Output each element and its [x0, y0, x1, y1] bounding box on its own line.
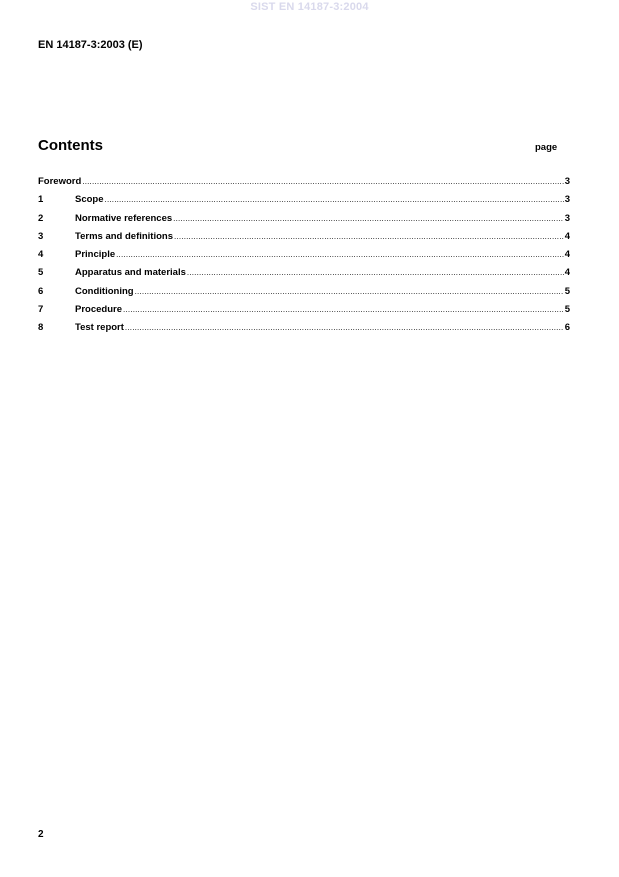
toc-entry-scope[interactable]	[38, 194, 570, 212]
document-id: EN 14187-3:2003 (E)	[38, 39, 143, 51]
toc-entry-apparatus-and-materials[interactable]	[38, 267, 570, 285]
toc-entry-page: 3	[564, 176, 570, 187]
toc-entry-title: Conditioning	[75, 285, 134, 297]
toc-entry-title: Normative references	[75, 212, 173, 224]
toc-entry-title: Terms and definitions	[75, 230, 174, 242]
toc-leader-dots	[174, 232, 564, 241]
toc-entry-page: 5	[564, 285, 570, 297]
toc-entry-title: Foreword	[38, 176, 82, 187]
watermark: SIST EN 14187-3:2004	[250, 1, 369, 13]
toc-entry-number: 8	[38, 322, 44, 334]
toc-leader-dots	[82, 177, 563, 186]
toc-entry-number: 4	[38, 249, 44, 261]
toc-entry-page: 4	[564, 249, 570, 261]
toc-leader-dots	[123, 305, 564, 314]
toc-leader-dots	[187, 268, 564, 277]
toc-entry-number: 7	[38, 304, 44, 316]
toc-leader-dots	[135, 287, 564, 296]
toc-entry-title: Apparatus and materials	[75, 267, 186, 279]
toc-entry-number: 2	[38, 212, 44, 224]
page-column-label: page	[535, 142, 558, 153]
toc-entry-page: 4	[564, 230, 570, 242]
toc-entry-foreword[interactable]	[38, 176, 570, 194]
toc-entry-title: Principle	[75, 249, 116, 261]
toc-leader-dots	[125, 323, 564, 332]
toc-entry-procedure[interactable]	[38, 304, 570, 322]
toc-entry-title: Scope	[75, 194, 104, 206]
toc-entry-title: Procedure	[75, 304, 122, 316]
toc-entry-number: 5	[38, 267, 44, 279]
toc-entry-conditioning[interactable]	[38, 286, 570, 304]
footer-page-number: 2	[38, 829, 44, 840]
toc-leader-dots	[116, 250, 564, 259]
toc-entry-normative-references[interactable]	[38, 213, 570, 231]
toc-leader-dots	[173, 214, 564, 223]
toc-entry-number: 3	[38, 230, 44, 242]
toc-entry-number: 6	[38, 285, 44, 297]
contents-title: Contents	[38, 137, 103, 154]
toc-entry-terms-and-definitions[interactable]	[38, 231, 570, 249]
toc-leader-dots	[105, 195, 564, 204]
toc-entry-page: 3	[564, 212, 570, 224]
toc-entry-title: Test report	[75, 322, 124, 334]
toc-entry-test-report[interactable]	[38, 322, 570, 340]
toc-entry-page: 6	[564, 322, 570, 334]
toc-entry-page: 5	[564, 304, 570, 316]
toc-entry-page: 3	[564, 194, 570, 206]
toc-entry-page: 4	[564, 267, 570, 279]
table-of-contents	[38, 176, 570, 341]
toc-entry-number: 1	[38, 194, 44, 206]
toc-entry-principle[interactable]	[38, 249, 570, 267]
